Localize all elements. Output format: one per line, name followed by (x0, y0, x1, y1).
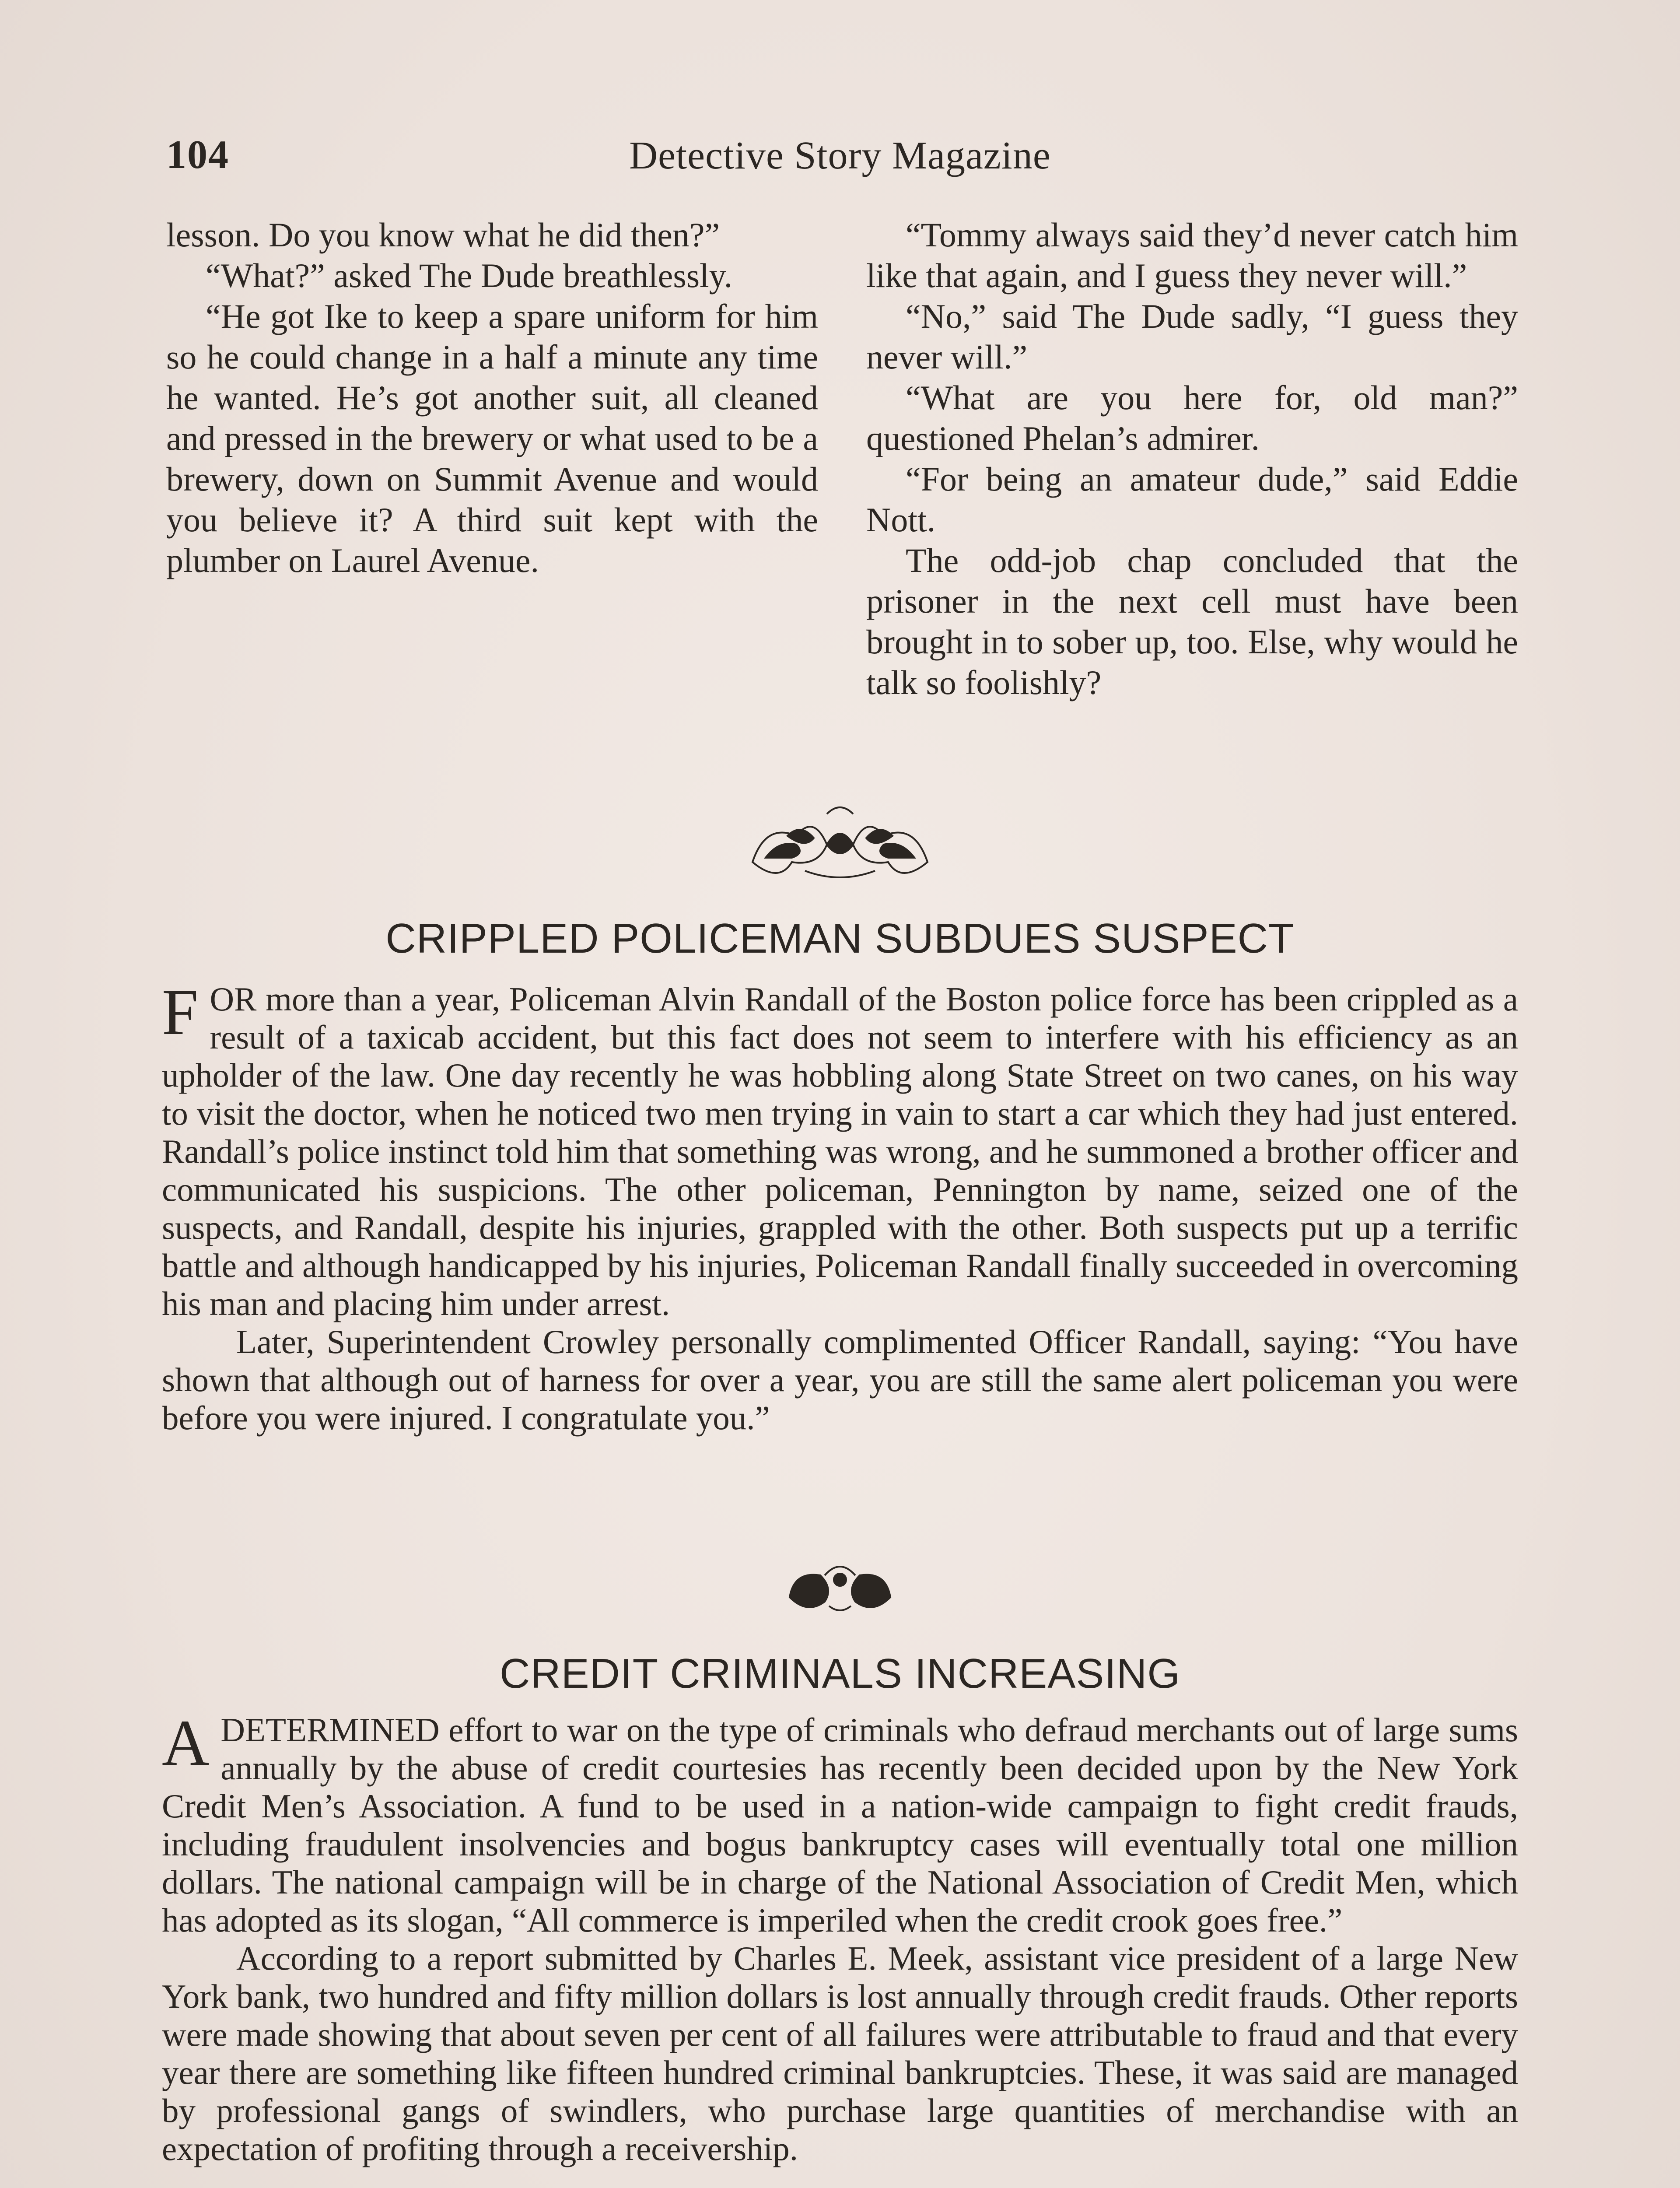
magazine-title: Detective Story Magazine (629, 134, 1051, 177)
floral-ornament-icon (739, 796, 941, 893)
article-crippled-policeman (162, 976, 1518, 1437)
right-paragraph-4: “For being an amateur dude,” said Eddie Nott. (866, 460, 1518, 539)
right-paragraph-5: The odd-job chap concluded that the prisoner in the next cell must have been brought in to sober up, too. Else, why would he talk so foolishly? (866, 541, 1518, 701)
article2-drop-cap: A (162, 1707, 210, 1779)
story-continuation (166, 214, 1518, 766)
left-paragraph-3: “He got Ike to keep a spare uniform for him so he could change in a half a minute any time he wanted. He’s got another suit, all cleaned and pressed in the brewery or what used to be a brewery, down on Summit Avenue and would you believe it? A third suit kept with the plumber on Laurel Avenue. (166, 297, 818, 579)
left-paragraph-2: “What?” asked The Dude breathlessly. (206, 256, 733, 295)
headline-crippled-policeman: CRIPPLED POLICEMAN SUBDUES SUSPECT (385, 915, 1295, 962)
article-credit-criminals (162, 1707, 1518, 2168)
article2-paragraph-2: According to a report submitted by Charles E. Meek, assistant vice president of a large New York bank, two hundred and fifty million dollars is lost annually through credit frauds. Other reports were made showing that about seven per cent of all failures were attributable to fraud and that every year there are something like fifteen hundred criminal bankruptcies. These, it was said are managed by professional gangs of swindlers, who purchase large quantities of merchandise with an expectation of profiting through a receivership. (162, 1939, 1518, 2167)
right-column (866, 214, 1518, 703)
leaf-ornament-icon (781, 1549, 899, 1619)
article1-drop-cap: F (162, 976, 199, 1048)
article2-paragraph-1 (162, 1707, 1518, 1939)
left-paragraph-1: lesson. Do you know what he did then?” (166, 216, 720, 254)
article1-paragraph-1 (162, 976, 1518, 1323)
article2-paragraph-1-text: DETERMINED effort to war on the type of criminals who defraud merchants out of large sums annually by the abuse of credit courtesies has recently been decided upon by the New York Credit Men’s Association. A fund to be used in a nation-wide campaign to fight credit frauds, including fraudulent insolvencies and bogus bankruptcy cases will eventually total one million dollars. The national campaign will be in charge of the National Association of Credit Men, which has adopted as its slogan, “All commerce is imperiled when the credit crook goes free.” (162, 1711, 1518, 1939)
article1-paragraph-2: Later, Superintendent Crowley personally complimented Officer Randall, saying: “You have shown that although out of harness for over a year, you are still the same alert policeman you were before you were injured. I congratulate you.” (162, 1323, 1518, 1437)
article1-paragraph-1-text: OR more than a year, Policeman Alvin Randall of the Boston police force has been crippled as a result of a taxicab accident, but this fact does not seem to interfere with his efficiency as an upholder of the law. One day recently he was hobbling along State Street on two canes, on his way to visit the doctor, when he noticed two men trying in vain to start a car which they had just entered. Randall’s police instinct told him that something was wrong, and he summoned a brother officer and communicated his suspicions. The other policeman, Pennington by name, seized one of the suspects, and Randall, despite his injuries, grappled with the other. Both suspects put up a terrific battle and although handicapped by his injuries, Policeman Randall finally succeeded in overcoming his man and placing him under arrest. (162, 980, 1518, 1322)
right-paragraph-3: “What are you here for, old man?” questioned Phelan’s admirer. (866, 379, 1518, 457)
page-number: 104 (166, 132, 229, 177)
headline-credit-criminals: CREDIT CRIMINALS INCREASING (499, 1650, 1181, 1697)
page-header (166, 131, 1514, 193)
left-column (166, 214, 818, 581)
right-paragraph-2: “No,” said The Dude sadly, “I guess they never will.” (866, 297, 1518, 376)
right-paragraph-1: “Tommy always said they’d never catch him like that again, and I guess they never will.” (866, 216, 1518, 295)
